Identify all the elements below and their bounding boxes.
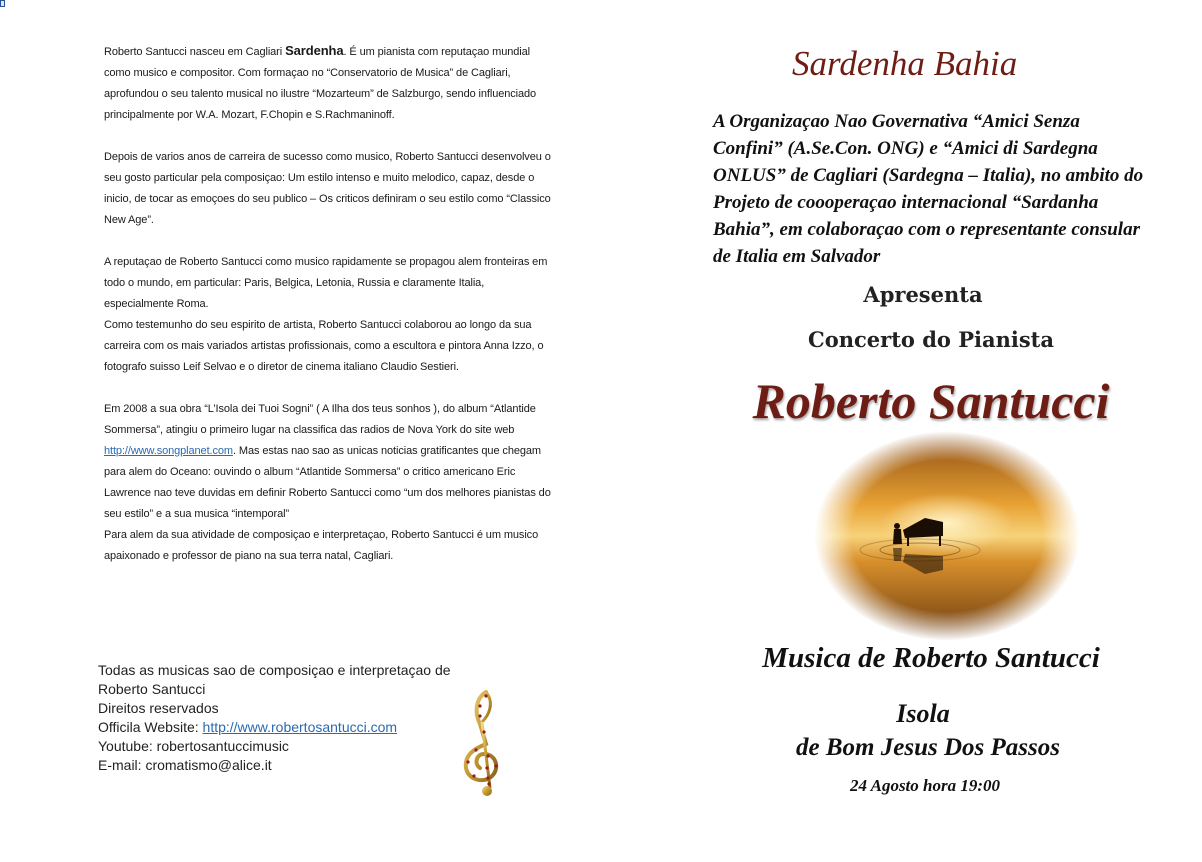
bio-text: Roberto Santucci nasceu em Cagliari — [104, 46, 286, 58]
treble-clef-icon — [456, 688, 508, 798]
concert-heading: Concerto do Pianista — [808, 327, 1054, 352]
songplanet-link[interactable]: http://www.songplanet.com — [104, 445, 233, 457]
bio-paragraph-6: Para alem da sua atividade de composiçao e interpretaçao, Roberto Santucci é um musico apaixonado e professor de piano na sua terra natal, Cagliari. — [104, 529, 539, 562]
youtube-line: Youtube: robertosantuccimusic — [98, 738, 289, 754]
music-by-heading: Musica de Roberto Santucci — [762, 642, 1100, 674]
bio-text: . É um pianista com reputaçao mundial como musico e compositor. Com formaçao no “Conservatorio de Musica” de Cagliari, aprofundou o seu talento musical no ilustre “Mozarteum” de Salzburgo, sendo influenciado principalmente por W.A. Mozart, F.Chopin e S.Rachmaninoff. — [104, 46, 537, 121]
venue-location: de Bom Jesus Dos Passos — [796, 734, 1060, 761]
bio-paragraph-3: A reputaçao de Roberto Santucci como musico rapidamente se propagou alem fronteiras em todo o mundo, em particular: Paris, Belgica, Letonia, Russia e claramente Italia, especialmente Roma. — [104, 256, 548, 310]
artist-name: Roberto Santucci — [752, 373, 1110, 429]
corner-marker — [0, 0, 5, 7]
piano-sunset-photo — [815, 432, 1080, 640]
bio-paragraph-2: Depois de varios anos de carreira de sucesso como musico, Roberto Santucci desenvolveu o seu gosto particular pela composiçao: Um estilo intenso e muito melodico, capaz, desde o inicio, de tocar as emoçoes do seu publico – Os criticos definiram o seu estilo como “Classico New Age”. — [104, 151, 551, 226]
bio-paragraph-4: Como testemunho do seu espirito de artista, Roberto Santucci colaborou ao longo da sua carreira com os mais variados artistas profissionais, como a escultora e pintora Anna Izzo, o fotografo suisso Leif Selvao e o diretor de cinema italiano Claudio Sestieri. — [104, 319, 544, 373]
event-date: 24 Agosto hora 19:00 — [849, 776, 1001, 795]
credits-footer — [98, 661, 518, 775]
biography — [104, 40, 554, 567]
bio-paragraph-1 — [104, 40, 554, 126]
bio-text: . Mas estas nao sao as unicas noticias gratificantes que chegam para alem do Oceano: ouvindo o album “Atlantide Sommersa” o critico americano Eric Lawrence nao teve duvidas em definir Roberto Santucci como “um dos melhores pianistas do seu estilo” e a sua musica “intemporal” — [104, 445, 551, 520]
credits-line: Todas as musicas sao de composiçao e interpretaçao de — [98, 662, 451, 678]
email-line: E-mail: cromatismo@alice.it — [98, 757, 272, 773]
poster-title: Sardenha Bahia — [792, 44, 1018, 83]
bio-city: Sardenha — [285, 43, 344, 58]
website-label: Officila Website: — [98, 719, 203, 735]
website-link[interactable]: http://www.robertosantucci.com — [202, 719, 398, 735]
organizer-text: A Organizaçao Nao Governativa “Amici Senza Confini” (A.Se.Con. ONG) e “Amici di Sardegna ONLUS” de Cagliari (Sardegna – Italia), no ambito do Projeto de coooperaçao internacional “Sardanha Bahia”, em colaboraçao com o representante consular de Italia em Salvador — [713, 111, 1144, 267]
bio-text: Em 2008 a sua obra “L’Isola dei Tuoi Sogni” ( A Ilha dos teus sonhos ), do album “Atlantide Sommersa”, atingiu o primeiro lugar na classifica das radios de Nova York do site web — [104, 403, 536, 436]
presents-heading: Apresenta — [863, 282, 983, 307]
rights-line: Direitos reservados — [98, 700, 219, 716]
credits-line: Roberto Santucci — [98, 681, 206, 697]
venue-island: Isola — [896, 699, 950, 728]
website-line — [98, 718, 518, 737]
bio-paragraph-5 — [104, 399, 554, 525]
